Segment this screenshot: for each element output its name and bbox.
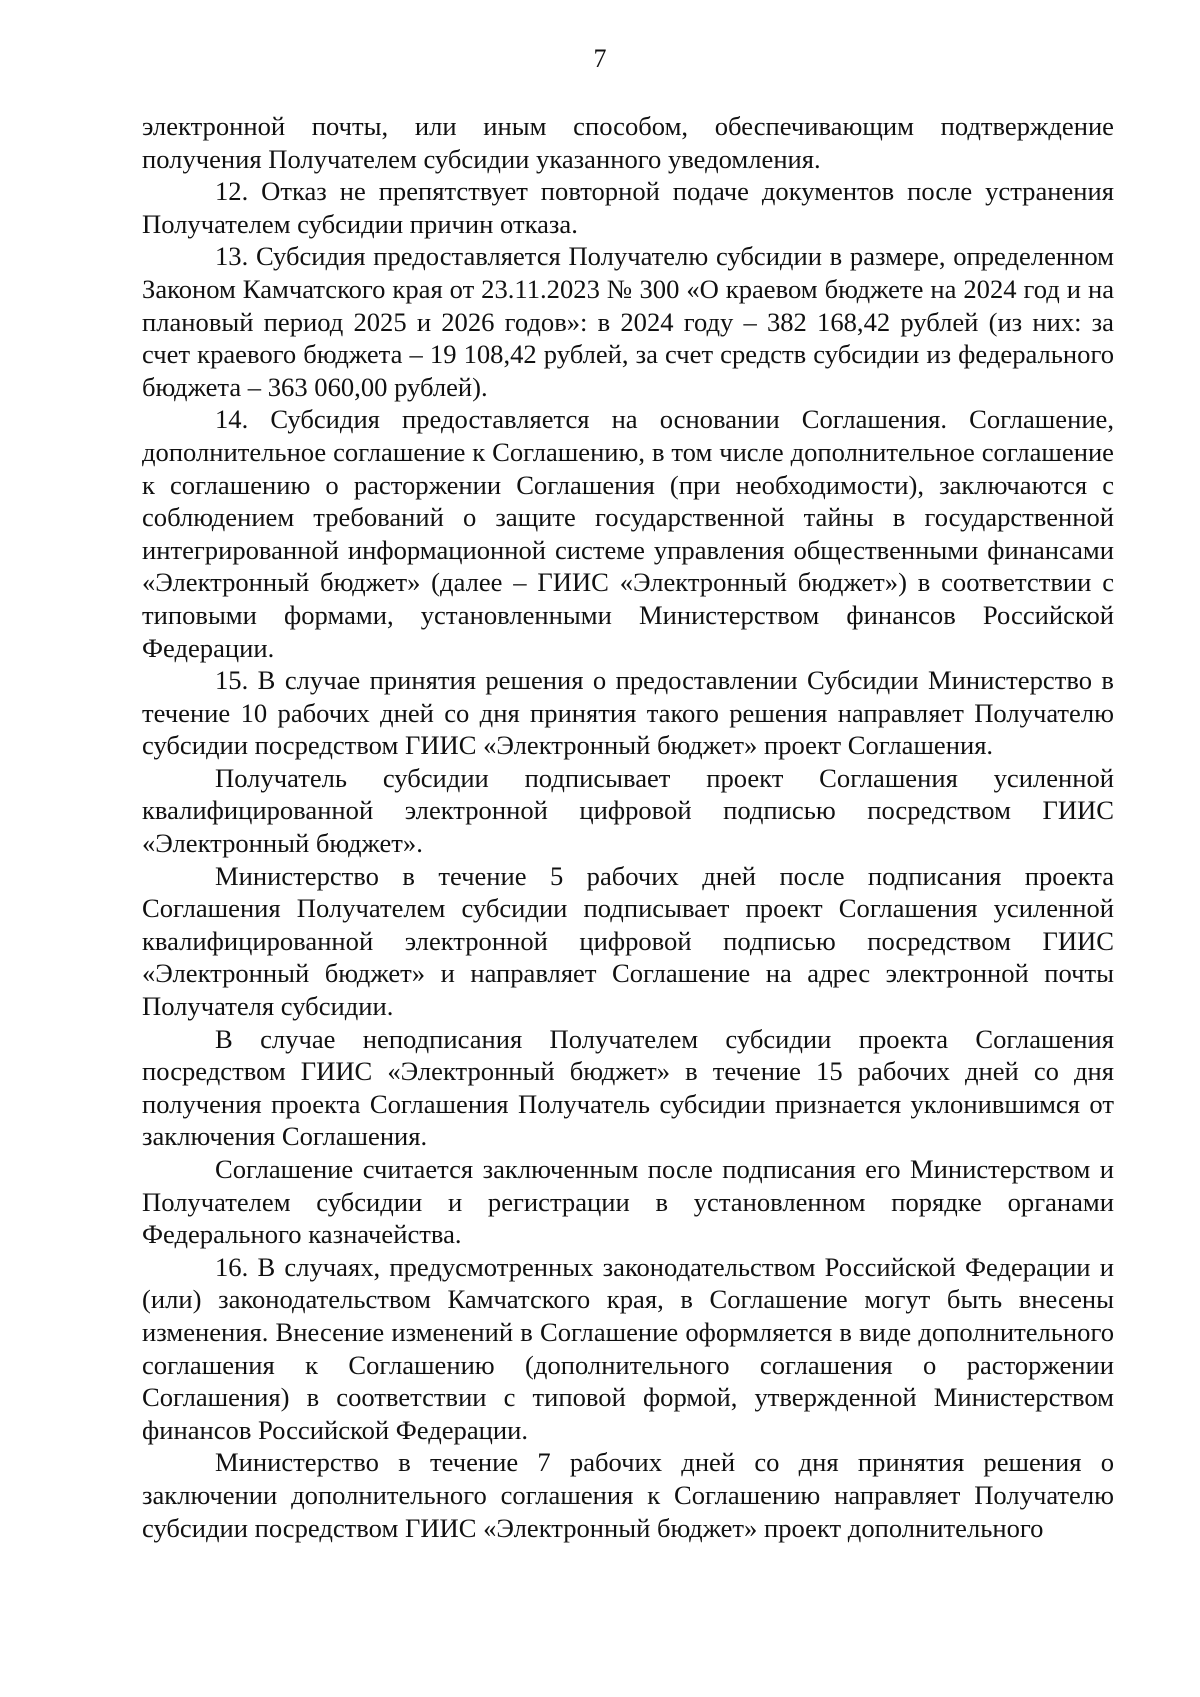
document-body xyxy=(142,110,1114,1544)
page-number: 7 xyxy=(593,44,607,73)
paragraph-15-signing: Получатель субсидии подписывает проект Соглашения усиленной квалифицированной электронной цифровой подписью посредством ГИИС «Электронный бюджет». xyxy=(142,762,1114,859)
paragraph-16: 16. В случаях, предусмотренных законодательством Российской Федерации и (или) законодательством Камчатского края, в Соглашение могут быть внесены изменения. Внесение изменений в Соглашение оформляется в виде дополнительного соглашения к Соглашению (дополнительного соглашения о расторжении Соглашения) в соответствии с типовой формой, утвержденной Министерством финансов Российской Федерации. xyxy=(142,1251,1114,1445)
paragraph-12: 12. Отказ не препятствует повторной подаче документов после устранения Получателем субсидии причин отказа. xyxy=(142,176,1114,239)
paragraph-14: 14. Субсидия предоставляется на основании Соглашения. Соглашение, дополнительное соглашение к Соглашению, в том числе дополнительное соглашение к соглашению о расторжении Соглашения (при необходимости), заключаются с соблюдением требований о защите государственной тайны в государственной интегрированной информационной системе управления общественными финансами «Электронный бюджет» (далее – ГИИС «Электронный бюджет») в соответствии с типовыми формами, установленными Министерством финансов Российской Федерации. xyxy=(142,404,1114,663)
paragraph-16-additional: Министерство в течение 7 рабочих дней со дня принятия решения о заключении дополнительного соглашения к Соглашению направляет Получателю субсидии посредством ГИИС «Электронный бюджет» проект дополнительного xyxy=(142,1447,1114,1543)
paragraph-continuation: электронной почты, или иным способом, обеспечивающим подтверждение получения Получателем субсидии указанного уведомления. xyxy=(142,111,1114,174)
paragraph-13: 13. Субсидия предоставляется Получателю субсидии в размере, определенном Законом Камчатского края от 23.11.2023 № 300 «О краевом бюджете на 2024 год и на плановый период 2025 и 2026 годов»: в 2024 году – 382 168,42 рублей (из них: за счет краевого бюджета – 19 108,42 рублей, за счет средств субсидии из федерального бюджета – 363 060,00 рублей). xyxy=(142,241,1114,402)
paragraph-15-refusal: В случае неподписания Получателем субсидии проекта Соглашения посредством ГИИС «Электронный бюджет» в течение 15 рабочих дней со дня получения проекта Соглашения Получатель субсидии признается уклонившимся от заключения Соглашения. xyxy=(142,1023,1114,1152)
paragraph-15-ministry: Министерство в течение 5 рабочих дней после подписания проекта Соглашения Получателем субсидии подписывает проект Соглашения усиленной квалифицированной электронной цифровой подписью посредством ГИИС «Электронный бюджет» и направляет Соглашение на адрес электронной почты Получателя субсидии. xyxy=(142,860,1114,1022)
paragraph-15-concluded: Соглашение считается заключенным после подписания его Министерством и Получателем субсидии и регистрации в установленном порядке органами Федерального казначейства. xyxy=(142,1154,1114,1250)
paragraph-15: 15. В случае принятия решения о предоставлении Субсидии Министерство в течение 10 рабочих дней со дня принятия такого решения направляет Получателю субсидии посредством ГИИС «Электронный бюджет» проект Соглашения. xyxy=(142,665,1114,761)
